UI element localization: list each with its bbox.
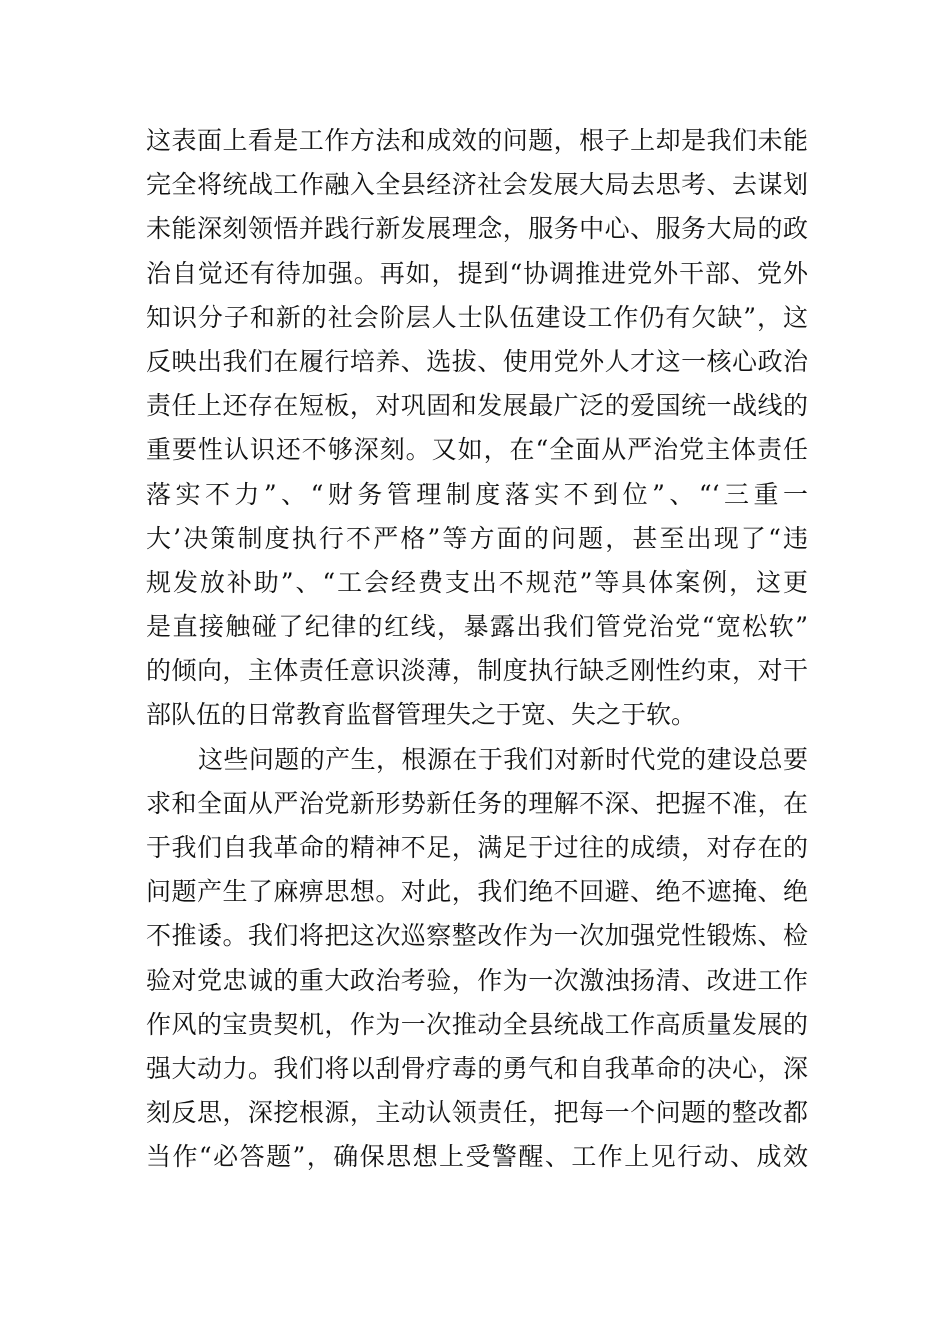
text-line: 责任上还存在短板，对巩固和发展最广泛的爱国统一战线的: [146, 391, 808, 421]
text-line: 部队伍的日常教育监督管理失之于宽、失之于软。: [146, 700, 697, 730]
text-line: 未能深刻领悟并践行新发展理念，服务中心、服务大局的政: [146, 214, 808, 244]
text-line: 知识分子和新的社会阶层人士队伍建设工作仍有欠缺”，这: [146, 302, 808, 332]
text-line: 反映出我们在履行培养、选拔、使用党外人才这一核心政治: [146, 346, 808, 376]
text-line: 于我们自我革命的精神不足，满足于过往的成绩，对存在的: [146, 833, 808, 862]
text-line: 验对党忠诚的重大政治考验，作为一次激浊扬清、改进工作: [146, 965, 808, 995]
text-line: 刻反思，深挖根源，主动认领责任，把每一个问题的整改都: [146, 1098, 808, 1128]
body-text: [146, 119, 808, 1180]
text-line: 是直接触碰了纪律的红线，暴露出我们管党治党“宽松软”: [146, 612, 808, 642]
text-line: 强大动力。我们将以刮骨疗毒的勇气和自我革命的决心，深: [146, 1053, 808, 1083]
text-line: 大’决策制度执行不严格”等方面的问题，甚至出现了“违: [146, 523, 808, 553]
text-line: 的倾向，主体责任意识淡薄，制度执行缺乏刚性约束，对干: [146, 656, 808, 686]
text-line: 求和全面从严治党新形势新任务的理解不深、把握不准，在: [146, 788, 808, 818]
text-line: 规发放补助”、“工会经费支出不规范”等具体案例，这更: [146, 567, 808, 597]
text-line: 重要性认识还不够深刻。又如，在“全面从严治党主体责任: [146, 435, 808, 465]
paragraph-2: [146, 738, 808, 1180]
text-line: 完全将统战工作融入全县经济社会发展大局去思考、去谋划: [146, 170, 808, 200]
text-line: 这表面上看是工作方法和成效的问题，根子上却是我们未能: [146, 126, 808, 155]
text-line: 落实不力”、“财务管理制度落实不到位”、“‘三重一: [146, 479, 808, 509]
text-line: 问题产生了麻痹思想。对此，我们绝不回避、绝不遮掩、绝: [146, 877, 808, 907]
text-line: 治自觉还有待加强。再如，提到“协调推进党外干部、党外: [146, 258, 808, 288]
text-line: 这些问题的产生，根源在于我们对新时代党的建设总要: [198, 744, 808, 774]
paragraph-1: [146, 119, 808, 738]
text-line: 不推诿。我们将把这次巡察整改作为一次加强党性锻炼、检: [146, 921, 808, 951]
text-line: 当作“必答题”，确保思想上受警醒、工作上见行动、成效: [146, 1142, 808, 1172]
text-line: 作风的宝贵契机，作为一次推动全县统战工作高质量发展的: [146, 1009, 808, 1039]
